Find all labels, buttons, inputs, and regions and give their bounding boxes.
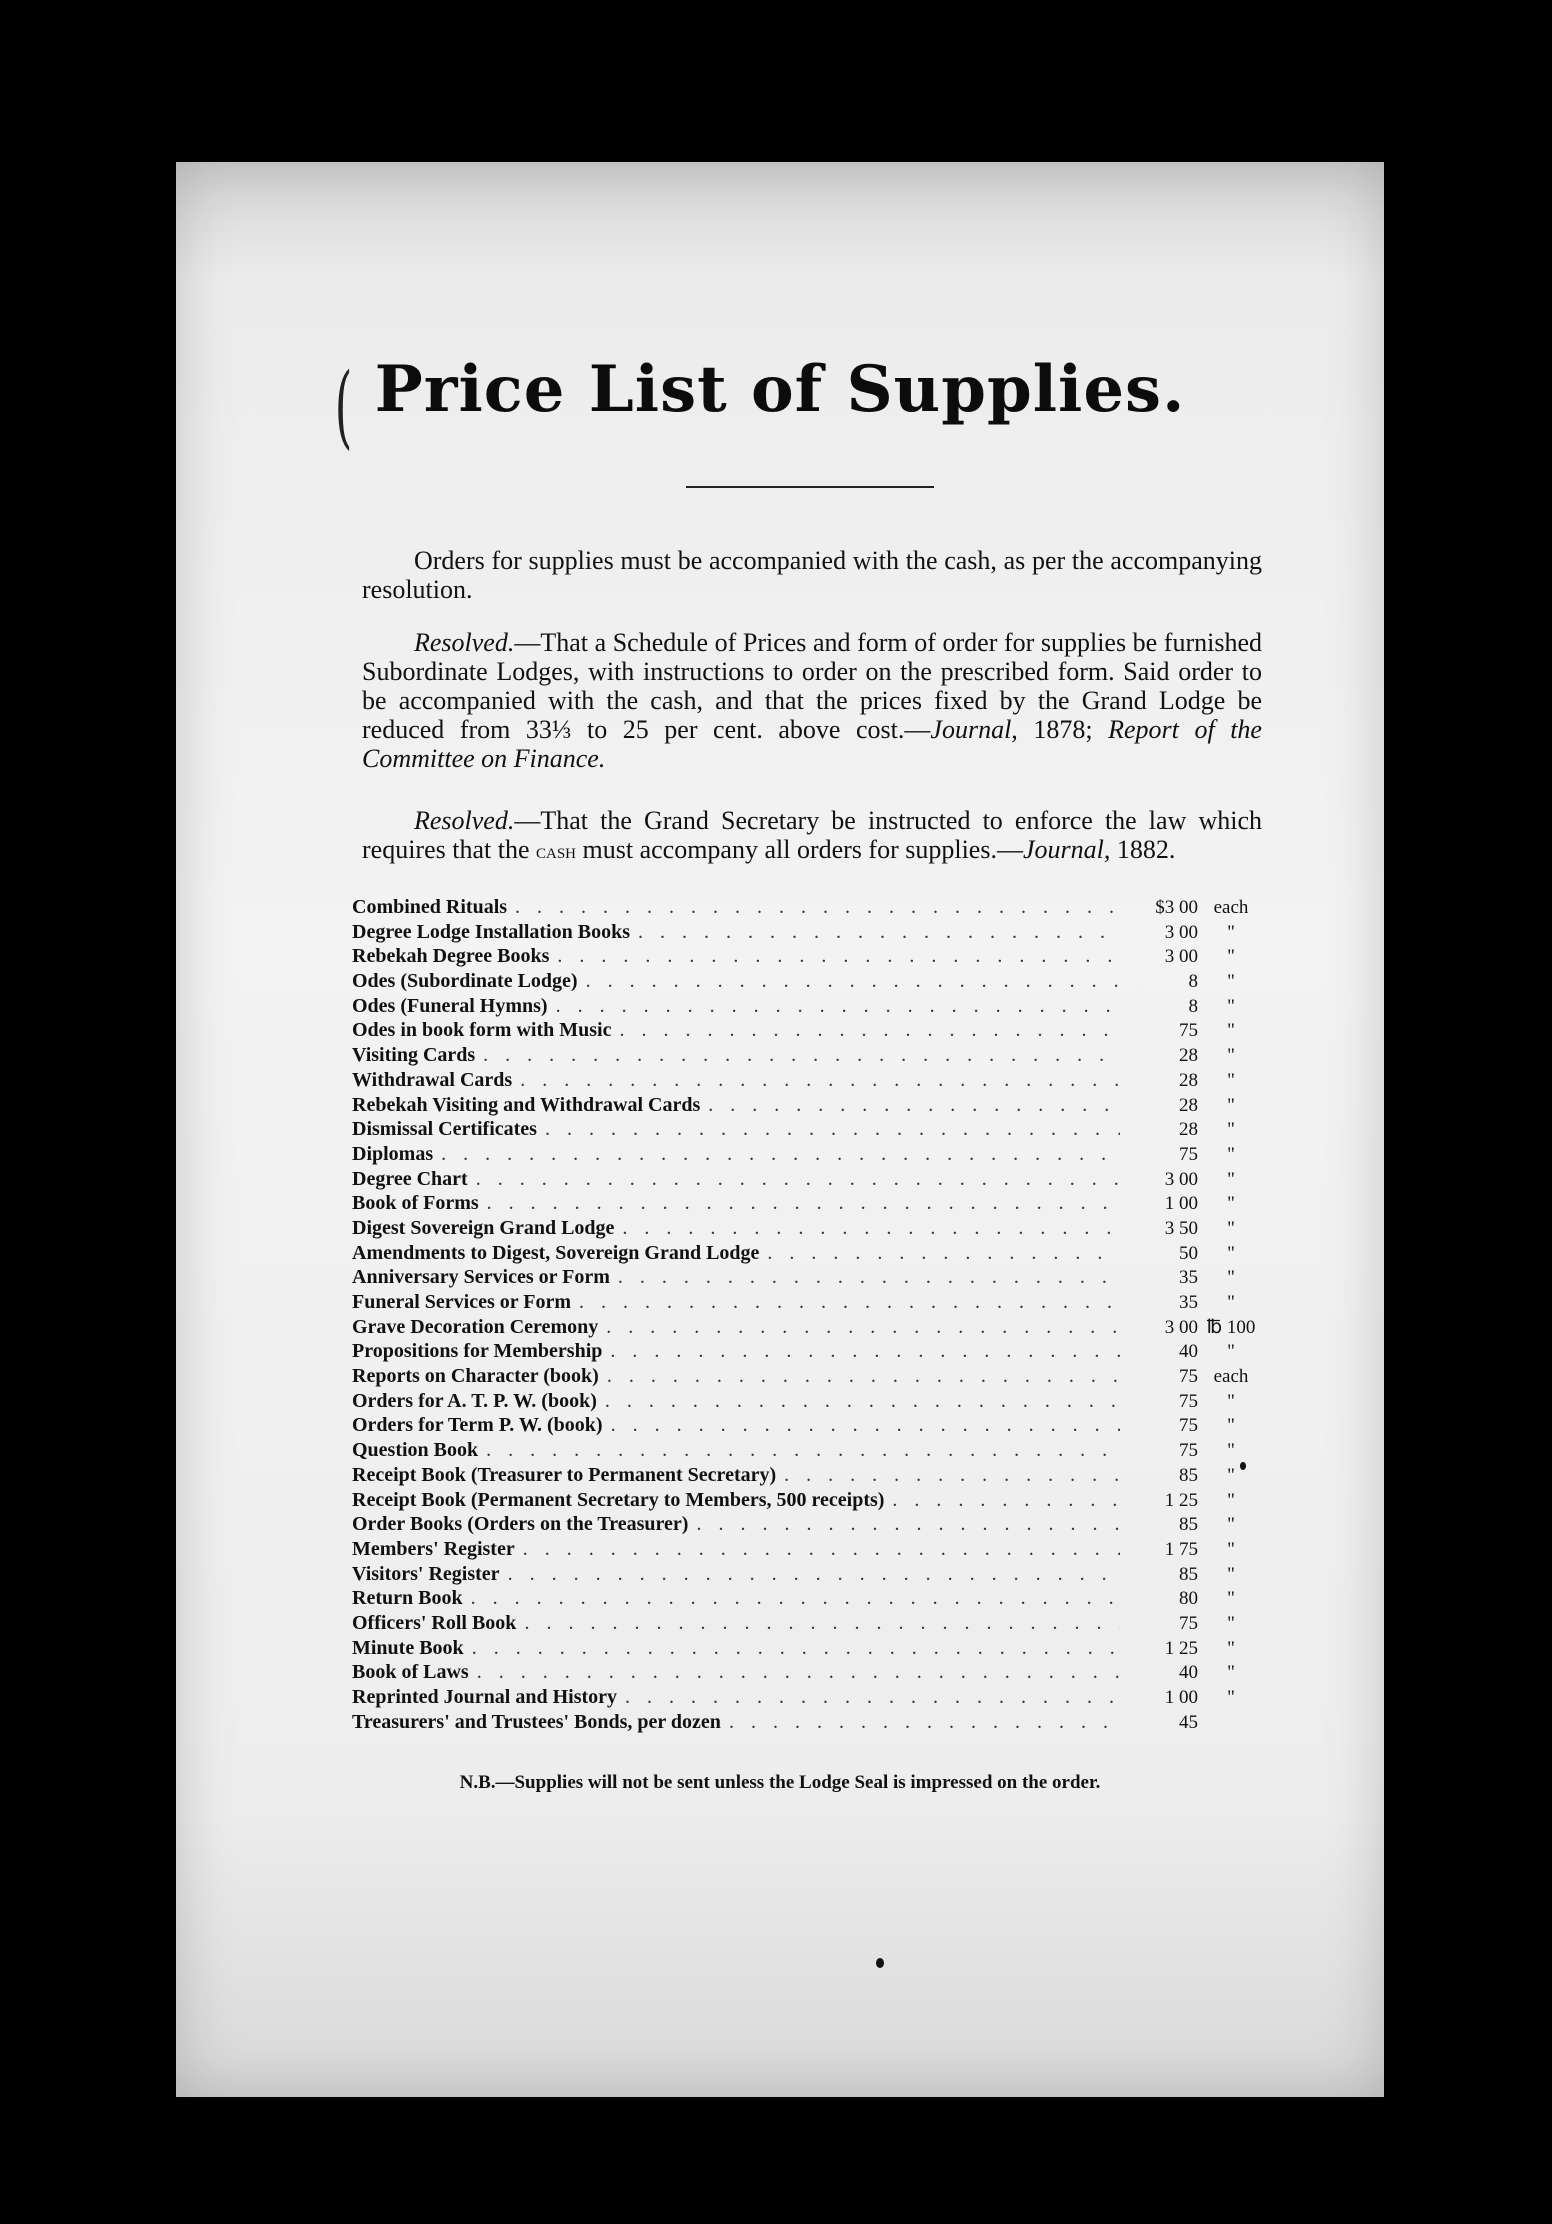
price-row	[352, 1142, 1264, 1167]
ink-speck	[1240, 1462, 1246, 1470]
item-unit: "	[1227, 1637, 1235, 1659]
item-price: 75	[1179, 1020, 1198, 1042]
leader-dots	[688, 1512, 1120, 1537]
leader-dots	[630, 920, 1120, 945]
price-row	[352, 1043, 1264, 1068]
item-price: 75	[1179, 1143, 1198, 1165]
item-unit: "	[1227, 1242, 1235, 1264]
leader-dots	[571, 1290, 1120, 1315]
item-name: Odes (Funeral Hymns)	[352, 994, 548, 1017]
item-name: Rebekah Visiting and Withdrawal Cards	[352, 1093, 701, 1116]
item-unit: "	[1227, 1094, 1235, 1116]
price-row	[352, 1389, 1264, 1414]
item-price: 50	[1179, 1242, 1198, 1264]
leader-dots	[464, 1636, 1120, 1661]
item-name: Odes in book form with Music	[352, 1019, 612, 1042]
intro-paragraph	[362, 546, 1262, 604]
price-row	[352, 1315, 1264, 1340]
item-unit: "	[1227, 1662, 1235, 1684]
leader-dots	[463, 1586, 1120, 1611]
item-name: Visitors' Register	[352, 1562, 500, 1585]
item-unit: "	[1227, 1464, 1235, 1486]
price-row	[352, 1636, 1264, 1661]
price-row	[352, 1265, 1264, 1290]
item-price: 45	[1179, 1711, 1198, 1733]
item-unit: "	[1227, 1267, 1235, 1289]
item-price: 75	[1179, 1440, 1198, 1462]
item-unit: "	[1227, 1687, 1235, 1708]
item-name: Orders for Term P. W. (book)	[352, 1414, 603, 1437]
item-unit: each	[1213, 897, 1249, 918]
leader-dots	[433, 1142, 1120, 1167]
leader-dots	[598, 1315, 1120, 1340]
item-price: 1 25	[1164, 1489, 1198, 1511]
item-price: 3 00	[1164, 1316, 1198, 1338]
page-title: Price List of Supplies.	[374, 352, 1186, 427]
leader-dots	[468, 1167, 1120, 1192]
leader-dots	[776, 1463, 1120, 1488]
item-unit: "	[1227, 1069, 1235, 1091]
leader-dots	[721, 1710, 1120, 1735]
item-name: Degree Chart	[352, 1167, 468, 1190]
item-price: 28	[1179, 1119, 1198, 1141]
item-price: 40	[1179, 1662, 1198, 1684]
price-row	[352, 1167, 1264, 1192]
price-row	[352, 920, 1264, 945]
item-name: Grave Decoration Ceremony	[352, 1315, 599, 1338]
item-unit: "	[1227, 1217, 1235, 1239]
leader-dots	[515, 1537, 1120, 1562]
item-unit: "	[1227, 971, 1235, 993]
leader-dots	[537, 1117, 1120, 1142]
document-page	[176, 162, 1384, 2097]
resolution-2-body-2: must accompany all orders for supplies.—	[576, 835, 1023, 864]
item-name: Degree Lodge Installation Books	[352, 920, 630, 943]
resolution-1-report: Report of the Committee on Finance.	[362, 715, 1262, 773]
resolution-1-year: 1878;	[1017, 715, 1109, 744]
leader-dots	[610, 1265, 1120, 1290]
leader-dots	[479, 1191, 1120, 1216]
item-name: Funeral Services or Form	[352, 1291, 572, 1313]
item-name: Order Books (Orders on the Treasurer)	[352, 1513, 689, 1536]
leader-dots	[548, 994, 1120, 1019]
item-name: Return Book	[352, 1587, 463, 1610]
resolution-1-body: —That a Schedule of Prices and form of order for supplies be furnished Subordinate Lodges, with instructions to order on the prescribed form. Said order to be accompanied with the cash, and that the prices fixed by the Grand Lodge be reduced from 33⅓ to 25 per cent. above cost.—	[362, 628, 1262, 744]
price-row	[352, 1191, 1264, 1216]
leader-dots	[602, 1339, 1120, 1364]
item-name: Digest Sovereign Grand Lodge	[352, 1216, 615, 1239]
item-unit: "	[1227, 1415, 1235, 1437]
item-unit: "	[1227, 1538, 1235, 1560]
resolution-1	[362, 628, 1262, 773]
item-price: 28	[1179, 1045, 1198, 1067]
price-row	[352, 1018, 1264, 1043]
leader-dots	[617, 1685, 1120, 1710]
item-unit: each	[1213, 1366, 1249, 1388]
leader-dots	[611, 1018, 1120, 1043]
item-price: 75	[1179, 1366, 1198, 1388]
item-price: 1 00	[1164, 1193, 1198, 1215]
item-price: 3 00	[1164, 1168, 1198, 1190]
price-row	[352, 1562, 1264, 1587]
item-name: Minute Book	[352, 1636, 464, 1659]
item-name: Rebekah Degree Books	[352, 945, 550, 968]
leader-dots	[507, 895, 1120, 920]
price-row	[352, 1241, 1264, 1266]
item-price: 28	[1179, 1069, 1198, 1091]
item-name: Propositions for Membership	[352, 1340, 603, 1363]
price-row	[352, 1611, 1264, 1636]
ink-speck	[876, 1958, 884, 1968]
item-price: 35	[1179, 1292, 1198, 1313]
item-name: Dismissal Certificates	[352, 1118, 537, 1141]
item-price: 8	[1188, 971, 1198, 993]
resolution-1-lead: Resolved.	[414, 628, 515, 657]
leader-dots	[500, 1562, 1120, 1587]
price-row	[352, 1710, 1264, 1735]
resolution-2-lead: Resolved.	[414, 806, 515, 835]
price-row	[352, 1339, 1264, 1364]
resolution-2-cash: cash	[536, 838, 577, 863]
price-row	[352, 994, 1264, 1019]
item-unit: "	[1227, 1143, 1235, 1165]
item-name: Members' Register	[352, 1537, 515, 1560]
leader-dots	[469, 1660, 1120, 1685]
intro-text: Orders for supplies must be accompanied with the cash, as per the accompanying resolution.	[362, 546, 1262, 604]
item-name: Orders for A. T. P. W. (book)	[352, 1389, 597, 1412]
item-name: Receipt Book (Permanent Secretary to Members, 500 receipts)	[352, 1488, 885, 1511]
item-name: Withdrawal Cards	[352, 1068, 513, 1091]
item-price: 3 00	[1164, 921, 1198, 943]
resolution-2-journal: Journal,	[1022, 835, 1111, 864]
item-price: 3 00	[1164, 946, 1198, 968]
price-row	[352, 1093, 1264, 1118]
resolution-2	[362, 806, 1262, 865]
price-row	[352, 1216, 1264, 1241]
item-unit: "	[1227, 995, 1235, 1017]
item-unit: "	[1227, 1292, 1235, 1313]
item-name: Reprinted Journal and History	[352, 1686, 618, 1708]
leader-dots	[578, 969, 1120, 994]
item-price: 85	[1179, 1563, 1198, 1585]
item-unit: "	[1227, 1489, 1235, 1511]
resolution-2-year: 1882.	[1110, 835, 1176, 864]
item-price: 75	[1179, 1390, 1198, 1412]
price-row	[352, 1290, 1264, 1315]
item-name: Combined Rituals	[352, 896, 508, 918]
item-name: Book of Laws	[352, 1661, 469, 1684]
item-name: Question Book	[352, 1439, 479, 1462]
item-price: 85	[1179, 1464, 1198, 1486]
item-unit: "	[1227, 1020, 1235, 1042]
item-unit: "	[1227, 1588, 1235, 1610]
leader-dots	[700, 1093, 1120, 1118]
leader-dots	[597, 1389, 1120, 1414]
item-price: 28	[1179, 1094, 1198, 1116]
item-unit: "	[1227, 1341, 1235, 1363]
item-name: Diplomas	[352, 1142, 434, 1165]
item-unit: "	[1227, 1563, 1235, 1585]
item-price: 1 00	[1164, 1687, 1198, 1708]
item-name: Book of Forms	[352, 1192, 479, 1215]
leader-dots	[478, 1438, 1120, 1463]
price-row	[352, 1117, 1264, 1142]
item-unit: "	[1227, 1119, 1235, 1141]
price-row	[352, 969, 1264, 994]
leader-dots	[549, 944, 1120, 969]
item-price: $3 00	[1155, 897, 1198, 918]
price-row	[352, 1685, 1264, 1710]
item-name: Anniversary Services or Form	[352, 1266, 610, 1289]
item-unit: "	[1227, 1168, 1235, 1190]
item-unit: ℔ 100	[1206, 1316, 1256, 1338]
price-row	[352, 1463, 1264, 1488]
leader-dots	[599, 1364, 1120, 1389]
item-price: 1 25	[1164, 1637, 1198, 1659]
item-unit: "	[1227, 1514, 1235, 1536]
item-price: 8	[1188, 995, 1198, 1017]
item-unit: "	[1227, 1440, 1235, 1462]
item-price: 1 75	[1164, 1538, 1198, 1560]
resolution-2-body-1: —That the Grand Secretary be instructed to enforce the law which requires that the	[362, 806, 1262, 864]
leader-dots	[884, 1488, 1120, 1513]
leader-dots	[759, 1241, 1120, 1266]
price-row	[352, 1413, 1264, 1438]
price-row	[352, 1586, 1264, 1611]
item-unit: "	[1227, 1193, 1235, 1215]
price-row	[352, 944, 1264, 969]
item-name: Receipt Book (Treasurer to Permanent Secretary)	[352, 1463, 777, 1486]
item-name: Treasurers' and Trustees' Bonds, per dozen	[352, 1710, 721, 1733]
leader-dots	[614, 1216, 1120, 1241]
item-unit: "	[1227, 1390, 1235, 1412]
price-row	[352, 1438, 1264, 1463]
price-list	[352, 895, 1264, 1734]
item-price: 35	[1179, 1267, 1198, 1289]
title-rule	[686, 486, 934, 488]
price-row	[352, 1512, 1264, 1537]
item-name: Visiting Cards	[352, 1044, 476, 1067]
item-unit: "	[1227, 1612, 1235, 1634]
leader-dots	[475, 1043, 1120, 1068]
item-unit: "	[1227, 946, 1235, 968]
resolution-1-journal: Journal,	[930, 715, 1018, 744]
price-row	[352, 1660, 1264, 1685]
item-name: Amendments to Digest, Sovereign Grand Lodge	[352, 1241, 760, 1264]
item-unit: "	[1227, 1045, 1235, 1067]
footnote: N.B.—Supplies will not be sent unless the Lodge Seal is impressed on the order.	[459, 1772, 1101, 1793]
price-row	[352, 895, 1264, 920]
item-unit: "	[1227, 921, 1235, 943]
item-price: 75	[1179, 1415, 1198, 1437]
item-price: 80	[1179, 1588, 1198, 1610]
price-row	[352, 1068, 1264, 1093]
item-price: 75	[1179, 1612, 1198, 1634]
item-price: 3 50	[1164, 1217, 1198, 1239]
leader-dots	[516, 1611, 1120, 1636]
leader-dots	[512, 1068, 1120, 1093]
price-row	[352, 1488, 1264, 1513]
item-price: 40	[1179, 1341, 1198, 1363]
leader-dots	[603, 1413, 1120, 1438]
item-name: Odes (Subordinate Lodge)	[352, 970, 578, 993]
item-name: Officers' Roll Book	[352, 1611, 517, 1634]
item-price: 85	[1179, 1514, 1198, 1536]
price-row	[352, 1364, 1264, 1389]
margin-mark: (	[334, 354, 353, 459]
item-name: Reports on Character (book)	[352, 1365, 599, 1388]
price-row	[352, 1537, 1264, 1562]
